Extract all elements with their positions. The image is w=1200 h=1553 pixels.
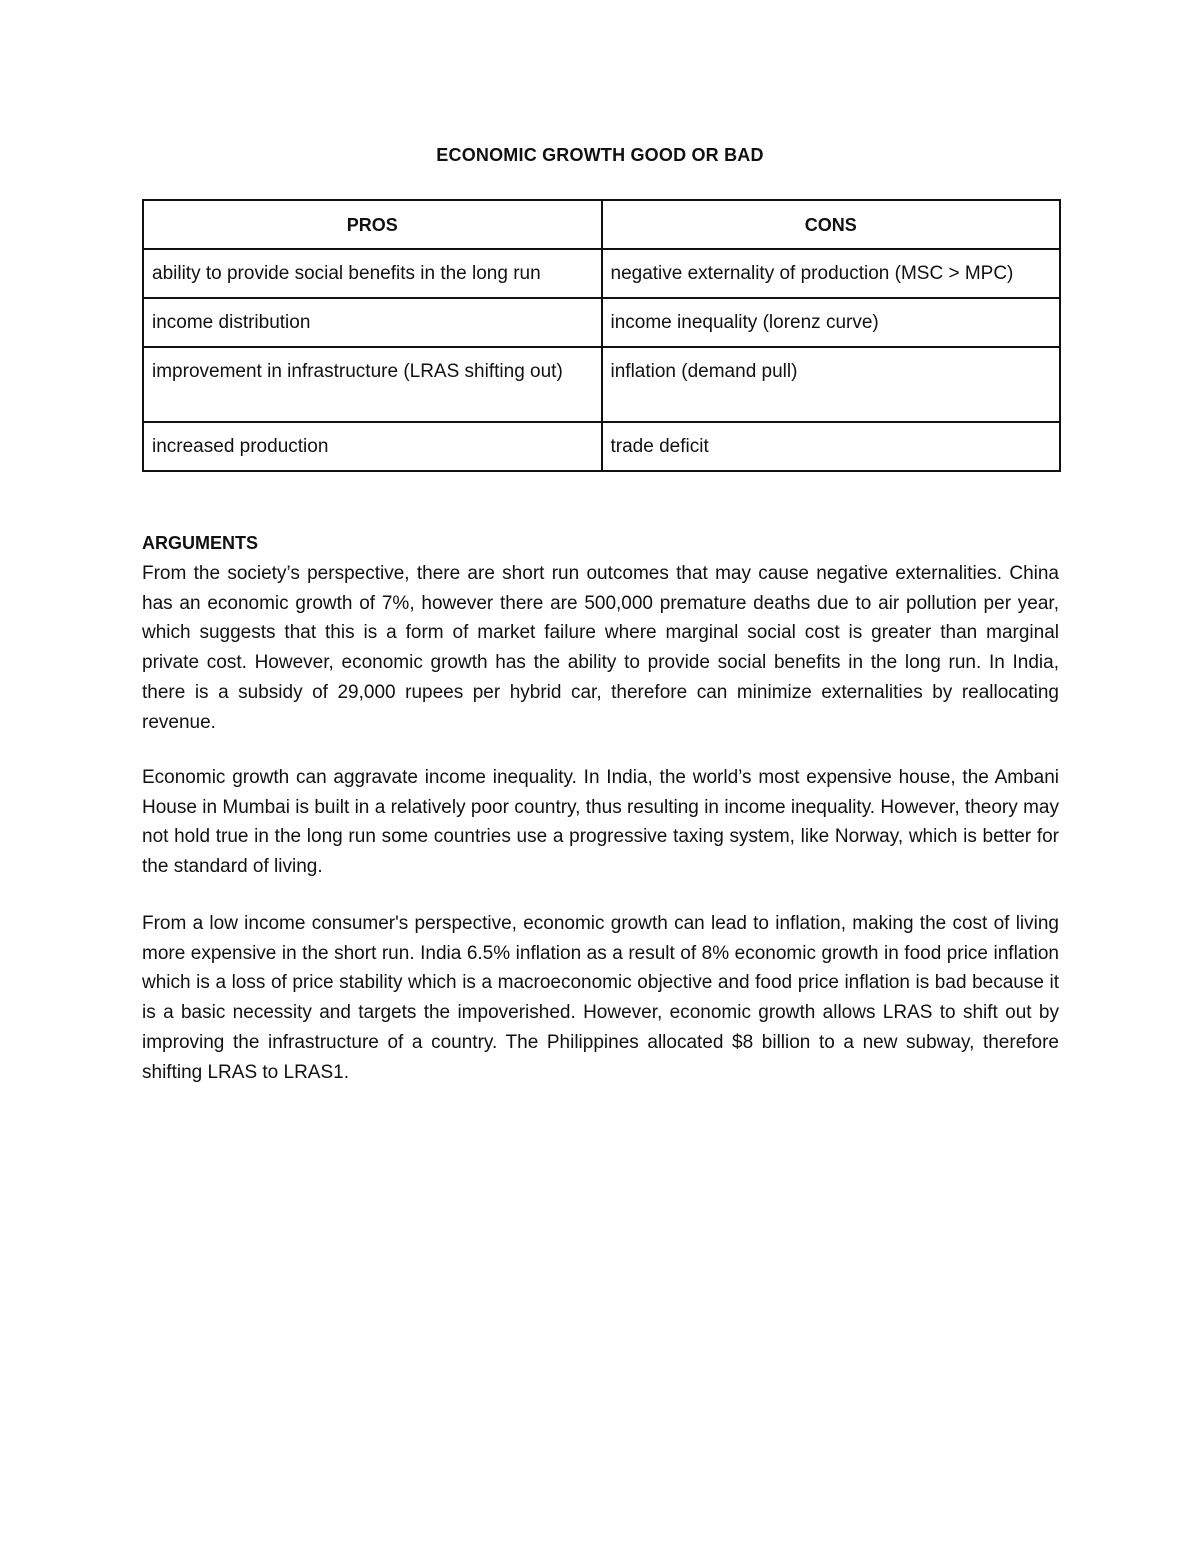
cons-header: CONS bbox=[602, 200, 1061, 249]
table-header-row bbox=[143, 200, 1060, 249]
argument-paragraph: From the society’s perspective, there are short run outcomes that may cause negative externalities. China has an economic growth of 7%, however there are 500,000 premature deaths due to air pollution per year, which suggests that this is a form of market failure where marginal social cost is greater than marginal private cost. However, economic growth has the ability to provide social benefits in the long run. In India, there is a subsidy of 29,000 rupees per hybrid car, therefore can minimize externalities by reallocating revenue. bbox=[142, 563, 1059, 733]
pro-cell: improvement in infrastructure (LRAS shifting out) bbox=[143, 347, 602, 422]
con-cell: inflation (demand pull) bbox=[602, 347, 1061, 422]
arguments-heading: ARGUMENTS bbox=[142, 533, 258, 553]
con-cell: trade deficit bbox=[602, 422, 1061, 471]
argument-paragraph: Economic growth can aggravate income inequality. In India, the world’s most expensive house, the Ambani House in Mumbai is built in a relatively poor country, thus resulting in income inequality. However, theory may not hold true in the long run some countries use a progressive taxing system, like Norway, which is better for the standard of living. bbox=[142, 767, 1059, 878]
argument-paragraph: From a low income consumer's perspective, economic growth can lead to inflation, making the cost of living more expensive in the short run. India 6.5% inflation as a result of 8% economic growth in food price inflation which is a loss of price stability which is a macroeconomic objective and food price inflation is bad because it is a basic necessity and targets the impoverished. However, economic growth allows LRAS to shift out by improving the infrastructure of a country. The Philippines allocated $8 billion to a new subway, therefore shifting LRAS to LRAS1. bbox=[142, 913, 1059, 1083]
document-title: ECONOMIC GROWTH GOOD OR BAD bbox=[436, 145, 764, 165]
table-row bbox=[143, 249, 1060, 298]
pros-cons-table bbox=[142, 199, 1061, 472]
pro-cell: income distribution bbox=[143, 298, 602, 347]
table-row bbox=[143, 422, 1060, 471]
table-row bbox=[143, 298, 1060, 347]
con-cell: negative externality of production (MSC > MPC) bbox=[602, 249, 1061, 298]
pros-header: PROS bbox=[143, 200, 602, 249]
con-cell: income inequality (lorenz curve) bbox=[602, 298, 1061, 347]
table-row bbox=[143, 347, 1060, 422]
pro-cell: ability to provide social benefits in the long run bbox=[143, 249, 602, 298]
pro-cell: increased production bbox=[143, 422, 602, 471]
